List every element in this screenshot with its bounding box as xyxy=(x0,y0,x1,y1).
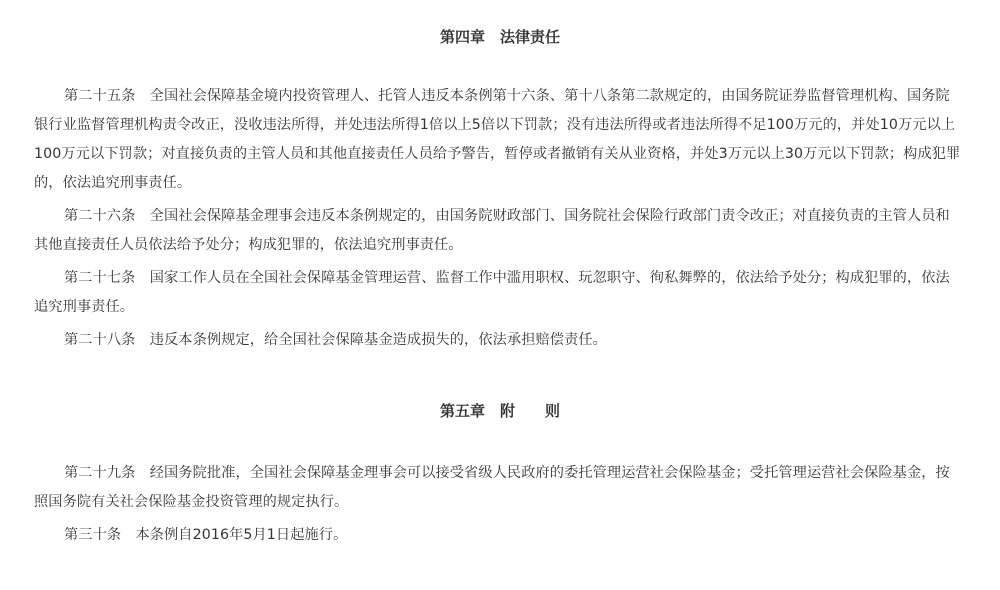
article-26: 第二十六条 全国社会保障基金理事会违反本条例规定的，由国务院财政部门、国务院社会保险行政部门责令改正；对直接负责的主管人员和其他直接责任人员依法给予处分；构成犯罪的，依法追究刑事责任。 xyxy=(34,208,950,253)
chapter-title: 第五章 附 则 xyxy=(439,402,560,420)
article-28: 第二十八条 违反本条例规定，给全国社会保障基金造成损失的，依法承担赔偿责任。 xyxy=(64,332,607,348)
chapter-title: 第四章 法律责任 xyxy=(439,28,560,46)
article-30: 第三十条 本条例自2016年5月1日起施行。 xyxy=(64,527,348,543)
chapter-section xyxy=(34,459,962,550)
article-27: 第二十七条 国家工作人员在全国社会保障基金管理运营、监督工作中滥用职权、玩忽职守、徇私舞弊的，依法给予处分；构成犯罪的，依法追究刑事责任。 xyxy=(34,270,950,315)
article-29: 第二十九条 经国务院批准，全国社会保障基金理事会可以接受省级人民政府的委托管理运营社会保险基金；受托管理运营社会保险基金，按照国务院有关社会保险基金投资管理的规定执行。 xyxy=(34,465,950,510)
chapter-section xyxy=(34,82,962,355)
article-25: 第二十五条 全国社会保障基金境内投资管理人、托管人违反本条例第十六条、第十八条第二款规定的，由国务院证券监督管理机构、国务院银行业监督管理机构责令改正，没收违法所得，并处违法所得1倍以上5倍以下罚款；没有违法所得或者违法所得不足100万元的，并处10万元以上100万元以下罚款；对直接负责的主管人员和其他直接责任人员给予警告，暂停或者撤销有关从业资格，并处3万元以上30万元以下罚款；构成犯罪的，依法追究刑事责任。 xyxy=(34,88,961,191)
